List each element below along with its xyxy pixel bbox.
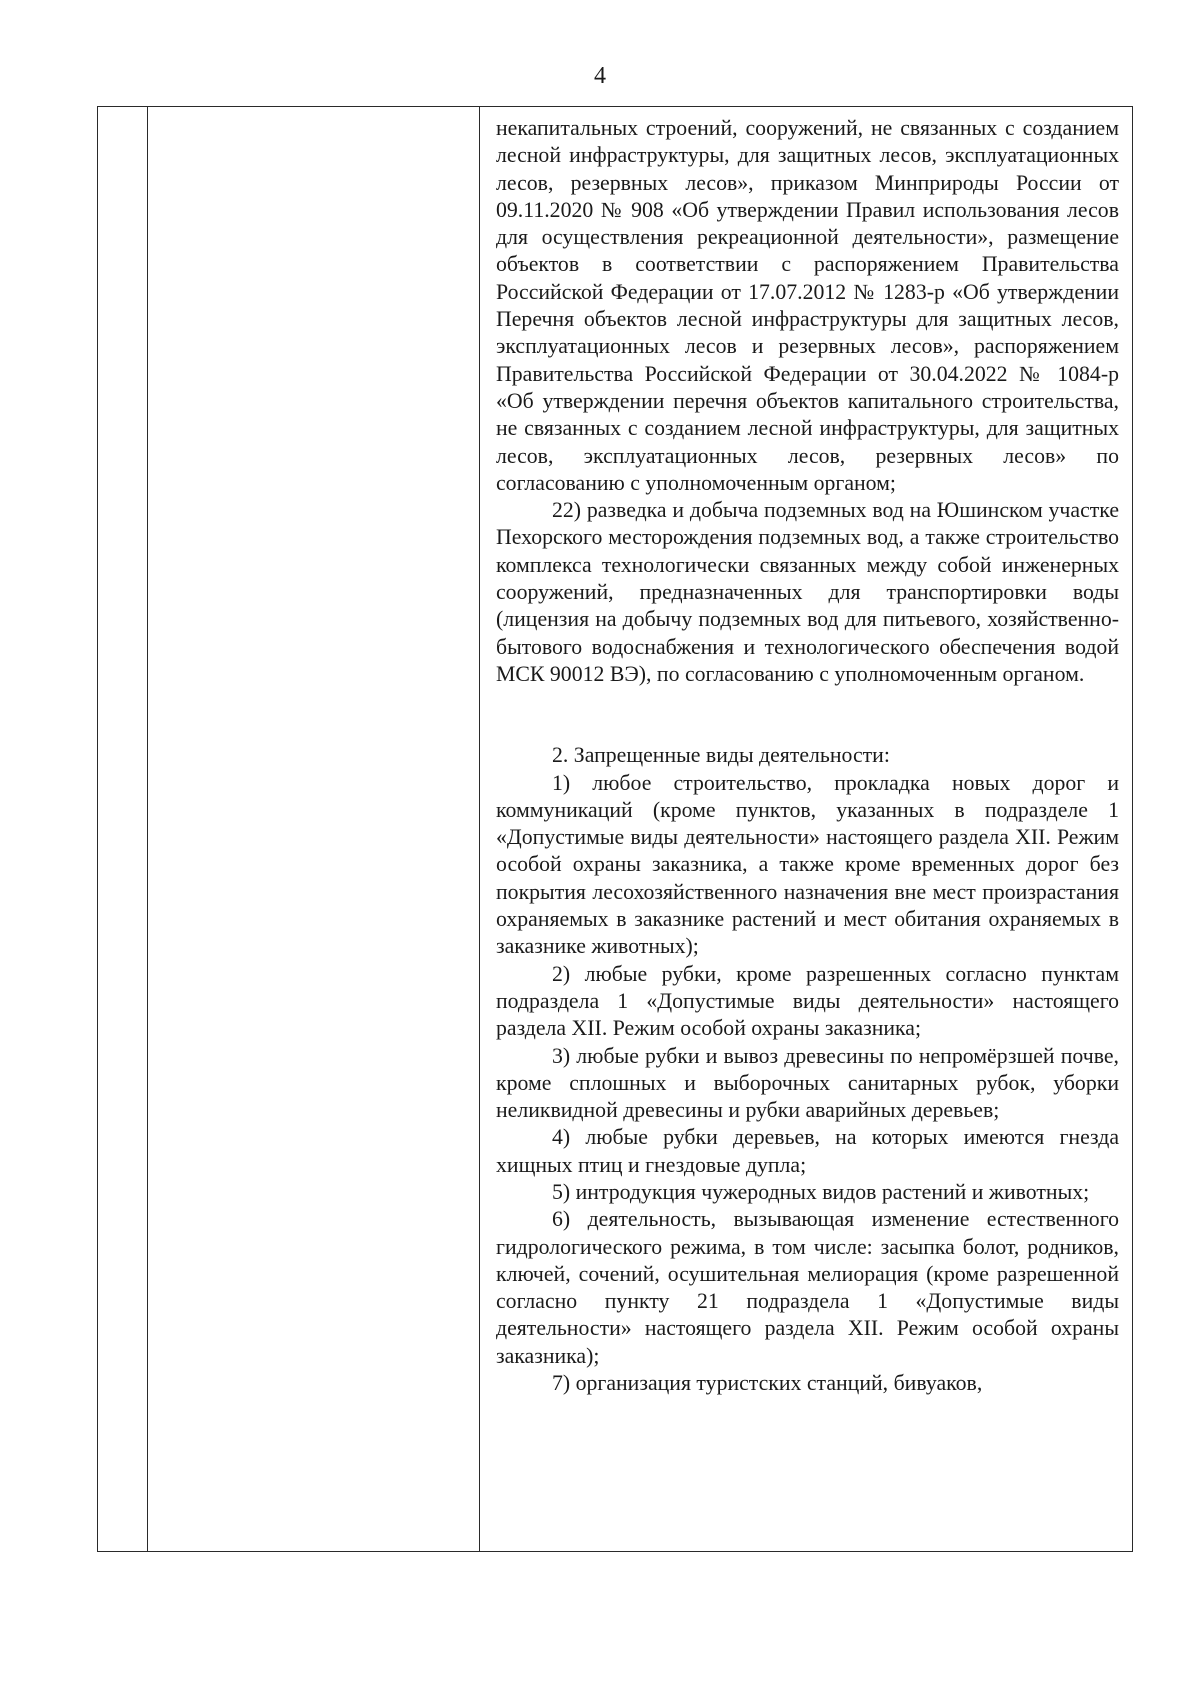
- paragraph-item-6: 6) деятельность, вызывающая изменение естественного гидрологического режима, в том числе: засыпка болот, родников, ключей, сочений, осушительная мелиорация (кроме разрешенной согласно пункту 21 подраздела 1 «Допустимые виды деятельности» настоящего раздела XII. Режим особой охраны заказника);: [496, 1207, 1119, 1368]
- section-heading-prohibited: 2. Запрещенные виды деятельности:: [552, 743, 890, 768]
- text-column: [496, 115, 1119, 1397]
- paragraph-item-3: 3) любые рубки и вывоз древесины по непромёрзшей почве, кроме сплошных и выборочных санитарных рубок, уборки неликвидной древесины и рубки аварийных деревьев;: [496, 1043, 1119, 1123]
- paragraph-item-4: 4) любые рубки деревьев, на которых имеются гнезда хищных птиц и гнездовые дупла;: [496, 1125, 1119, 1177]
- paragraph-item-1: 1) любое строительство, прокладка новых дорог и коммуникаций (кроме пунктов, указанных в подразделе 1 «Допустимые виды деятельности» настоящего раздела XII. Режим особой охраны заказника, а также кроме временных дорог без покрытия лесохозяйственного назначения вне мест произрастания охраняемых в заказнике растений и мест обитания охраняемых в заказнике животных);: [496, 770, 1119, 959]
- paragraph-continuation: некапитальных строений, сооружений, не связанных с созданием лесной инфраструктуры, для защитных лесов, эксплуатационных лесов, резервных лесов», приказом Минприроды России от 09.11.2020 № 908 «Об утверждении Правил использования лесов для осуществления рекреационной деятельности», размещение объектов в соответствии с распоряжением Правительства Российской Федерации от 17.07.2012 № 1283-р «Об утверждении Перечня объектов лесной инфраструктуры для защитных лесов, эксплуатационных лесов и резервных лесов», распоряжением Правительства Российской Федерации от 30.04.2022 № 1084-р «Об утверждении перечня объектов капитального строительства, не связанных с созданием лесной инфраструктуры, для защитных лесов, эксплуатационных лесов, резервных лесов» по согласованию с уполномоченным органом;: [496, 116, 1119, 495]
- column-divider-2: [479, 107, 480, 1551]
- paragraph-item-5: 5) интродукция чужеродных видов растений и животных;: [552, 1179, 1090, 1204]
- page-number: 4: [594, 63, 606, 89]
- paragraph-item-2: 2) любые рубки, кроме разрешенных согласно пунктам подраздела 1 «Допустимые виды деятельности» настоящего раздела XII. Режим особой охраны заказника;: [496, 961, 1119, 1041]
- paragraph-item-22: 22) разведка и добыча подземных вод на Юшинском участке Пехорского месторождения подземных вод, а также строительство комплекса технологически связанных между собой инженерных сооружений, предназначенных для транспортировки воды (лицензия на добычу подземных вод для питьевого, хозяйственно-бытового водоснабжения и технологического обеспечения водой МСК 90012 ВЭ), по согласованию с уполномоченным органом.: [496, 498, 1119, 686]
- paragraph-spacer: [496, 688, 1119, 742]
- column-divider-1: [147, 107, 148, 1551]
- paragraph-item-7: 7) организация туристских станций, бивуаков,: [552, 1371, 983, 1396]
- document-table: [97, 106, 1133, 1552]
